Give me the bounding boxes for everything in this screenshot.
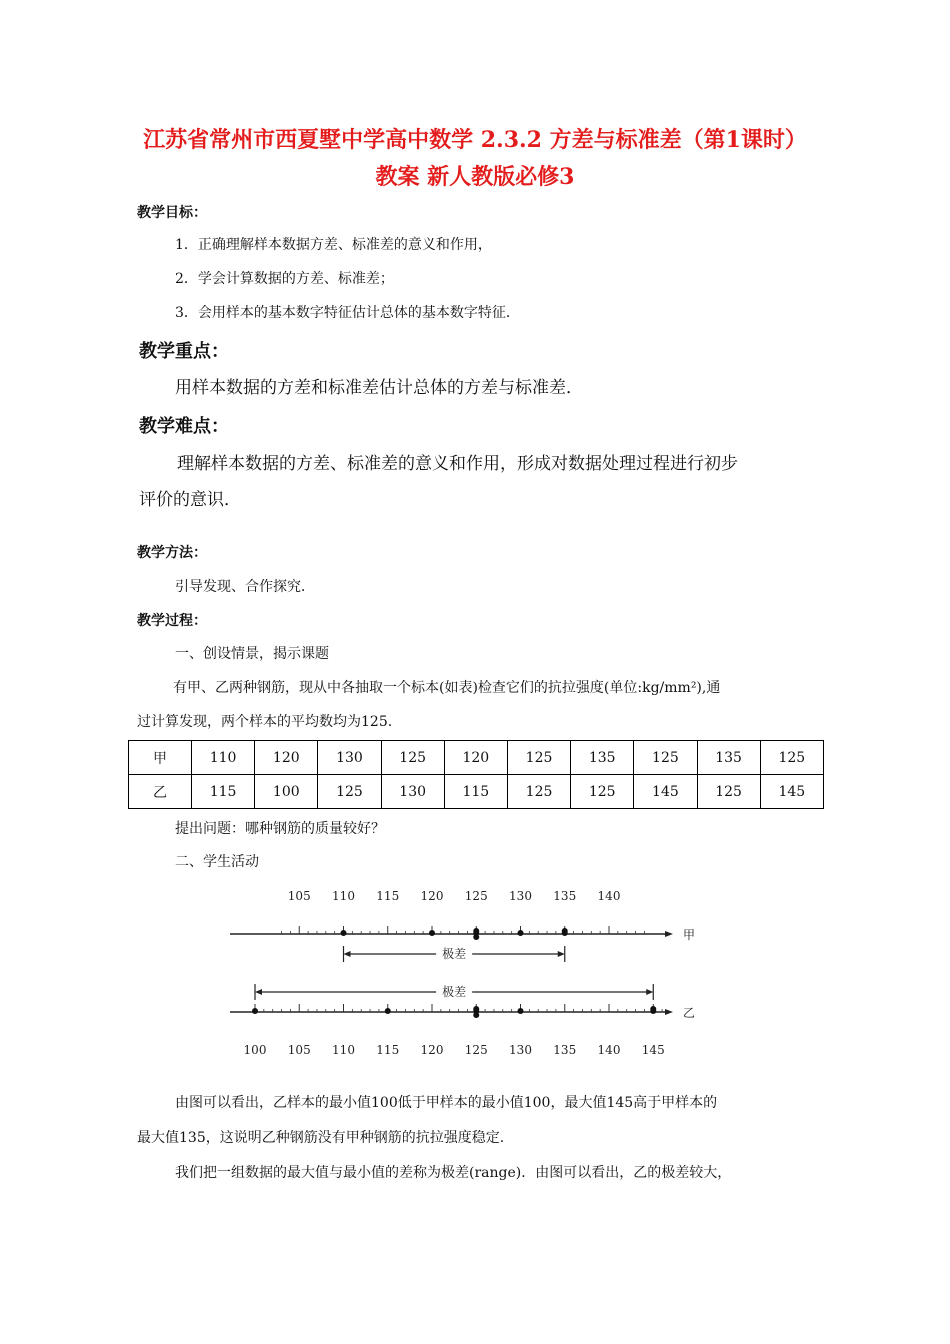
process-step-1: 一、创设情景，揭示课题 — [175, 646, 329, 662]
table-cell: 135 — [697, 741, 760, 775]
yi-point — [518, 1008, 524, 1014]
table-cell: 100 — [255, 775, 318, 809]
axis-label-jia: 甲 — [683, 928, 696, 942]
range-bracket-yi-arrow — [255, 989, 262, 995]
analysis-line-2: 最大值135，这说明乙种钢筋没有甲种钢筋的抗拉强度稳定. — [137, 1130, 505, 1146]
table-cell: 130 — [381, 775, 444, 809]
yi-point — [385, 1008, 391, 1014]
bottom-tick-label: 100 — [243, 1043, 267, 1057]
key-point-heading: 教学重点： — [139, 341, 229, 362]
bottom-tick-label: 115 — [376, 1043, 400, 1057]
difficulty-heading: 教学难点： — [139, 416, 229, 437]
top-tick-label: 110 — [332, 889, 355, 903]
table-row-label: 乙 — [129, 775, 192, 809]
top-tick-label: 120 — [420, 889, 444, 903]
table-cell: 125 — [697, 775, 760, 809]
objectives-heading: 教学目标： — [137, 205, 207, 221]
top-tick-label: 115 — [376, 889, 400, 903]
title-line-2: 教案 新人教版必修3 — [375, 164, 575, 190]
yi-point — [650, 1006, 656, 1012]
strength-table — [128, 740, 824, 809]
table-row — [129, 775, 824, 809]
yi-point — [252, 1008, 258, 1014]
bottom-tick-label: 110 — [332, 1043, 355, 1057]
table-cell: 125 — [381, 741, 444, 775]
difficulty-line-2: 评价的意识． — [139, 490, 241, 510]
method-heading: 教学方法： — [137, 545, 207, 561]
bottom-tick-label: 130 — [509, 1043, 532, 1057]
table-row-label: 甲 — [129, 741, 192, 775]
jia-point — [341, 930, 347, 936]
method-text: 引导发现、合作探究． — [175, 579, 315, 595]
table-cell: 115 — [444, 775, 507, 809]
range-bracket-jia-label: 极差 — [442, 947, 467, 961]
jia-point — [473, 934, 479, 940]
bottom-tick-label: 105 — [287, 1043, 311, 1057]
table-cell: 125 — [507, 775, 570, 809]
question-text: 提出问题：哪种钢筋的质量较好？ — [175, 821, 385, 837]
axis-label-jia-arrow — [665, 931, 673, 937]
range-bracket-yi-arrow — [646, 989, 653, 995]
table-cell: 120 — [444, 741, 507, 775]
yi-point — [473, 1006, 479, 1012]
bottom-tick-label: 135 — [553, 1043, 577, 1057]
table-cell: 125 — [760, 741, 823, 775]
bottom-tick-label: 140 — [597, 1043, 621, 1057]
table-cell: 125 — [571, 775, 634, 809]
jia-point — [429, 930, 435, 936]
range-bracket-jia-arrow — [344, 951, 351, 957]
table-cell: 115 — [192, 775, 255, 809]
difficulty-line-1: 理解样本数据的方差、标准差的意义和作用，形成对数据处理过程进行初步 — [177, 454, 738, 474]
objective-1: 1．正确理解样本数据方差、标准差的意义和作用， — [175, 237, 492, 253]
table-row — [129, 741, 824, 775]
axis-label-yi-arrow — [665, 1009, 673, 1015]
jia-point — [518, 930, 524, 936]
range-bracket-yi-label: 极差 — [442, 985, 467, 999]
title-line-1: 江苏省常州市西夏墅中学高中数学 2.3.2 方差与标准差（第1课时） — [143, 127, 807, 153]
range-definition: 我们把一组数据的最大值与最小值的差称为极差(range)．由图可以看出，乙的极差较大， — [175, 1165, 732, 1181]
process-heading: 教学过程： — [137, 613, 207, 629]
process-step-2: 二、学生活动 — [175, 854, 259, 870]
top-tick-label: 125 — [464, 889, 488, 903]
axis-label-yi: 乙 — [683, 1006, 696, 1020]
bottom-tick-label: 125 — [464, 1043, 488, 1057]
table-cell: 110 — [192, 741, 255, 775]
bottom-tick-label: 120 — [420, 1043, 444, 1057]
intro-line-2: 过计算发现，两个样本的平均数均为125. — [137, 714, 393, 730]
bottom-tick-label: 145 — [641, 1043, 665, 1057]
intro-line-1: 有甲、乙两种钢筋，现从中各抽取一个标本(如表)检查它们的抗拉强度(单位:kg/mm²),通 — [173, 680, 721, 696]
yi-point — [473, 1012, 479, 1018]
range-bracket-jia-arrow — [558, 951, 565, 957]
table-cell: 145 — [760, 775, 823, 809]
top-tick-label: 140 — [597, 889, 621, 903]
top-tick-label: 135 — [553, 889, 577, 903]
key-point-text: 用样本数据的方差和标准差估计总体的方差与标准差． — [175, 378, 583, 398]
top-tick-label: 130 — [509, 889, 532, 903]
jia-point — [473, 928, 479, 934]
table-cell: 145 — [634, 775, 697, 809]
table-cell: 120 — [255, 741, 318, 775]
table-cell: 125 — [634, 741, 697, 775]
top-tick-label: 105 — [287, 889, 311, 903]
analysis-line-1: 由图可以看出，乙样本的最小值100低于甲样本的最小值100，最大值145高于甲样本的 — [175, 1095, 718, 1111]
table-cell: 125 — [318, 775, 381, 809]
table-cell: 135 — [571, 741, 634, 775]
table-cell: 130 — [318, 741, 381, 775]
objective-3: 3．会用样本的基本数字特征估计总体的基本数字特征． — [175, 305, 520, 321]
table-cell: 125 — [507, 741, 570, 775]
range-diagram — [225, 880, 705, 1070]
jia-point — [562, 928, 568, 934]
objective-2: 2．学会计算数据的方差、标准差； — [175, 271, 394, 287]
